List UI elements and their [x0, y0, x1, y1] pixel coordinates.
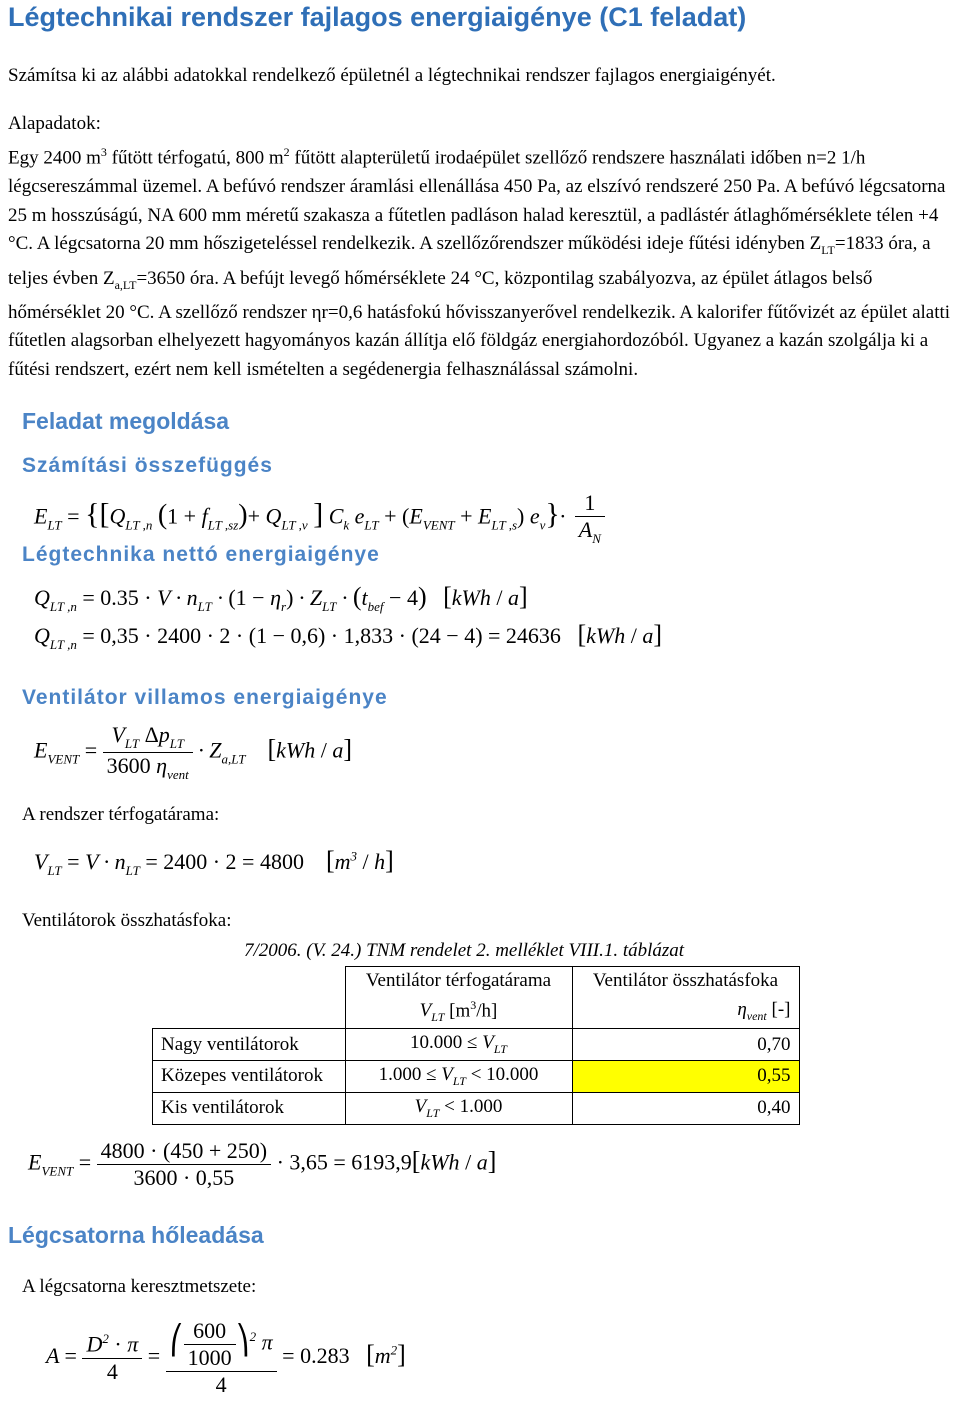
table-cell-value-highlighted: 0,55: [572, 1060, 799, 1092]
formula-area: A = $\frac{D^2 \cdot \pi}{4}$ = ⎛ $\frac{600}{1000}$ ⎞$^2$ π 4 = 0.283 $[m^2]$: [46, 1318, 406, 1397]
table-header-cell: Ventilátor összhatásfoka: [572, 967, 799, 996]
formula-e-vent-numeric: $E_{VENT}$ = $\frac{4800 \cdot (450 + 250)}{3600 \cdot 0,55}$ · 3,65 = 6193,9[kWh / a]: [28, 1138, 497, 1190]
section-feladat-megoldasa: Feladat megoldása: [22, 408, 230, 434]
formula-e-vent-general: $E_{VENT}$ = $\frac{V_{LT} \Delta p_{LT}}{3600 \eta_{vent}}$ · $Z_{a,LT}$ [kWh / a]: [34, 722, 353, 782]
table-cell-value: 0,40: [572, 1092, 799, 1124]
label-terfogatarama: A rendszer térfogatárama:: [22, 804, 220, 825]
table-cell-name: Kis ventilátorok: [153, 1092, 346, 1124]
table-cell-range: $1.000 \le V_{LT} < 10.000$: [345, 1060, 572, 1092]
table-header-unit: $\eta_{vent}$ [-]: [572, 995, 799, 1029]
table-header-row: [153, 967, 800, 996]
formula-q-general: $Q_{LT ,n} = 0.35 \cdot V \cdot n_{LT} \cdot (1 - \eta_r) \cdot Z_{LT} \cdot (t_{bef} - 4)$ [kWh / a]: [34, 582, 528, 614]
table-cell-name: Nagy ventilátorok: [153, 1029, 346, 1061]
table-header-cell: Ventilátor térfogatárama: [345, 967, 572, 996]
table-cell-range: $V_{LT} < 1.000$: [345, 1092, 572, 1124]
label-keresztmetszet: A légcsatorna keresztmetszete:: [22, 1276, 257, 1297]
table-header-unit: $V_{LT}$ $[m^3/h]$: [345, 995, 572, 1029]
task-intro: Számítsa ki az alábbi adatokkal rendelkező épületnél a légtechnikai rendszer fajlagos energiaigényét.: [8, 65, 776, 86]
table-corner: [153, 967, 346, 996]
formula-v-lt: $V_{LT} = V \cdot n_{LT} = 2400 \cdot 2 = 4800$ $[m^3 / h]$: [34, 846, 394, 878]
table-row: [153, 1092, 800, 1124]
page-title: Légtechnikai rendszer fajlagos energiaigénye (C1 feladat): [8, 2, 747, 32]
table-row: [153, 1060, 800, 1092]
task-paragraph: Egy 2400 $m^3$ fűtött térfogatú, 800 $m^2$ fűtött alapterületű irodaépület szellőző rendszere használati időben n=2 1/h légcsereszámmal üzemel. A befúvó rendszer áramlási ellenállása 450 Pa, az elszívó rendszeré 250 Pa. A befúvó légcsatorna 25 m hosszúságú, NA 600 mm méretű szakasza a fűtetlen padláson halad keresztül, a padlástér átlaghőmérséklete télen +4 °C. A légcsatorna 20 mm hőszigeteléssel rendelkezik. A szellőzőrendszer működési ideje fűtési idényben $Z_{LT}=1833$ óra, a teljes évben $Z_{a,LT}=3650$ óra. A befújt levegő hőmérséklete 24 °C, központilag szabályozva, az épület átlagos belső hőmérséklet 20 °C. A szellőző rendszer ηr=0,6 hatásfokú hővisszanyerővel rendelkezik. A kalorifer fűtővizét az épület alatti fűtetlen alagsorban elhelyezett hagyományos kazán állítja elő földgáz energiahordozóból. Ugyanez a kazán szolgálja ki a fűtési rendszert, ezért nem kell ismételten a segédenergia felhasználással számolni.: [8, 145, 951, 381]
label-osszhatasfoka: Ventilátorok összhatásfoka:: [22, 910, 232, 931]
table-caption: 7/2006. (V. 24.) TNM rendelet 2. melléklet VIII.1. táblázat: [244, 940, 685, 961]
table-header-units-row: [153, 995, 800, 1029]
table-cell-name: Közepes ventilátorok: [153, 1060, 346, 1092]
section-netto-energiaigeny: Légtechnika nettó energiaigénye: [22, 543, 380, 566]
ventilator-table: [152, 966, 800, 1125]
section-szamitasi-osszefugges: Számítási összefüggés: [22, 454, 273, 477]
table-cell-range: $10.000 \le V_{LT}$: [345, 1029, 572, 1061]
formula-main: $E_{LT} = \{[Q_{LT ,n}$ $(1 + f_{LT ,sz})+ Q_{LT ,v}$ ] $C_k$ $e_{LT} + (E_{VENT} + E_{LT ,s})$ $e_v\}\cdot$ $\frac{1}{A_N}$: [34, 490, 605, 547]
section-legcsatorna-holeadasa: Légcsatorna hőleadása: [8, 1222, 264, 1248]
table-row: [153, 1029, 800, 1061]
table-corner: [153, 995, 346, 1029]
section-ventilator-energiaigeny: Ventilátor villamos energiaigénye: [22, 686, 388, 709]
alapadatok-label: Alapadatok:: [8, 113, 101, 134]
table-cell-value: 0,70: [572, 1029, 799, 1061]
formula-q-numeric: $Q_{LT ,n} = 0,35 \cdot 2400 \cdot 2 \cdot (1 - 0,6) \cdot 1,833 \cdot (24 - 4) = 24636$ [kWh / a]: [34, 620, 662, 652]
